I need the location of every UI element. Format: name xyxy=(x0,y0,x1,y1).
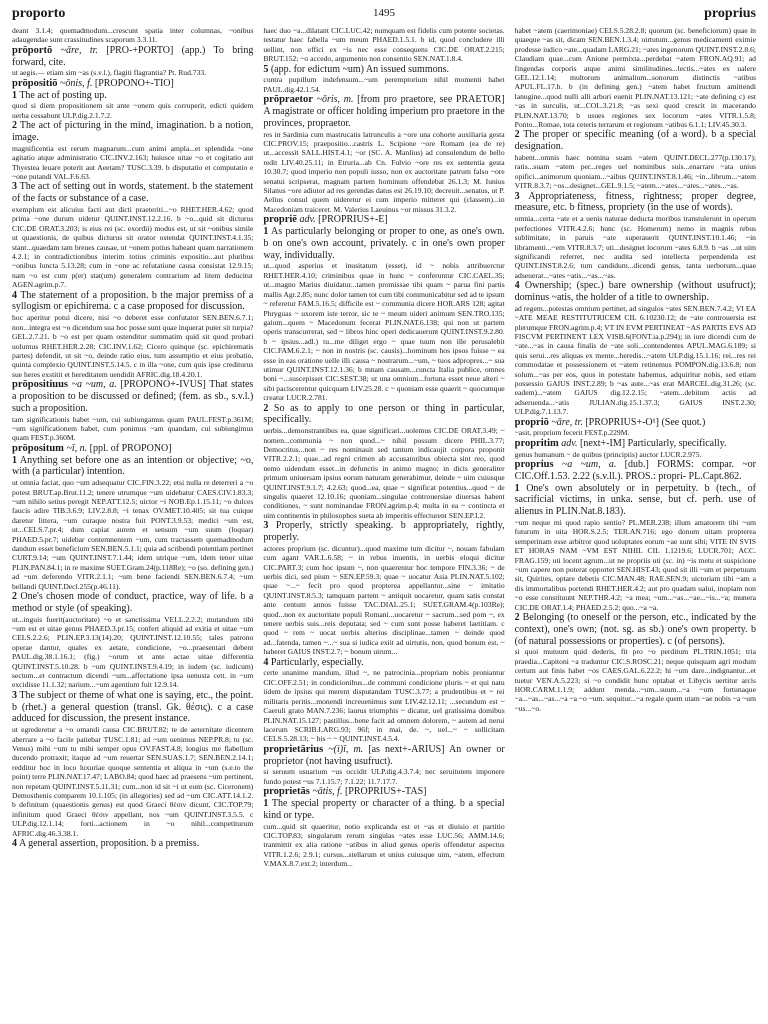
definition-text: [dub.] FORMS: compar. ~or CIC.Off.1.53. 2.22 (s.v.ll.). PROS.: propri- PL.Capt.862. xyxy=(514,459,756,482)
grammar-label: ~ī, n. xyxy=(63,442,90,454)
citation-text: cum...quid sit quaeritur, notio explicanda est et ~as et diuisio et partitio CIC.TOP.83; singularum rerum singulas ~ates esse LUC.56; AMM.14.6; tranmittit ex alia ratione ~atibus in aliud genus operis offendetur aspectus VITR.1.2.6; 2.9.1; cursus...stellarum et unius cuiusque uim, ~atem, effectum V.MAX.8.7.ext.2; interdum... xyxy=(263,821,505,869)
sense-number: 2 xyxy=(263,402,269,414)
sense-definition: The subject or theme of what one is saying, etc., the point. b (rhet.) a general question (transl. Gk. θέσις). c a case adduced for discussion, the present instance. xyxy=(12,689,254,725)
sense-definition: Anything set before one as an intention or objective; ~o, with (a particular) intention. xyxy=(12,454,254,478)
definition-text: [PROPONO+-IVUS] That states a proposition to be discussed or defined; (fem. as sb., s.v.l.) such a proposition. xyxy=(12,379,254,414)
grammar-label: ~(i)ī, m. xyxy=(323,743,369,755)
sense-definition: Appropriateness, fitness, rightness; proper degree, measure, etc. b fitness, propriety (in the use of words). xyxy=(514,190,756,214)
citation-text: ut omnia faciat, quo ~um adsequatur CIC.FIN.3.22; etsi nulla re deterreri a ~o potest BRUT.ap.Brut.11.2; tenere utrumque ~um uidebatur CAES.CIV.1.83.3; ~um nihilo setius peregit NEP.ATT.12.5; uictor ~i NOB.Ep.1.15.11; ~o dulces faucis adire TIB.3.6.9; LIV.2.8.8; ~i tenax OV.MET.10.405; sit tua cuique daretur littera, ~um curaque nostra fuit PONT.3.9.53; medici ~um est, ut...CELS.7.pr.4; dum capiat aurem et sensum ~um suum (loquar) PHAED.5.pr.7; uidebar contemnentem ~um, cum tractassem quemadmodum dandum esset beneficium SEN.BEN.5.1.1; quia ad scribendi potentiam pertinet CURT.9.14; ~um QUINT.INST.7.1.44; idem utrique ~um, idem tenor uitae PLIN.PAN.84.1; in re maxime SUET.Gram.24(p.118Re); ~o (so. defining gen.) ad ~um deferendo VITR.2.1.1; ~um bene faciendi SEN.BEN.6.7.4; ~um bellandi QUINT.Decl.255(p.46.11). xyxy=(12,478,254,591)
sense xyxy=(12,120,253,144)
sense-definition: A general assertion, proposition. b a premiss. xyxy=(18,838,200,850)
grammar-label: adv. xyxy=(296,214,319,226)
sense-definition: The act of picturing in the mind, imagination. b a notion, image. xyxy=(12,120,254,144)
headword: prōpositum xyxy=(12,442,64,454)
sense-definition: The act of setting out in words, statement. b the statement of the facts or substance of a case. xyxy=(12,181,254,205)
sense-number: 3 xyxy=(263,520,269,532)
entry-heading xyxy=(515,459,756,483)
grammar-label: ~ātis, f. xyxy=(309,786,345,798)
headword: prōpositiuus xyxy=(12,379,69,391)
sense xyxy=(515,483,756,518)
citation-text: si quoi mutuum quid dederis, fit pro ~o perditum PL.TRIN.1051; tria praedia...Capitoni ~a traduntur CIC.S.ROSC.21; neque quisquam agri modum certum aut finis habet ~os CAES.GAL.6.22.2; hi ~um dare...indignantur...et tuetur VEN.A.5.223; si ~o condidit hunc optabat et Libycis uertitur arcis HOR.CARM.1.1.9; addunt menda...~um...suum...~a ~um fortunaque ~a...~as...~as...~a ~a ~o ~um. sequitur...~a regale quem utam ~ae nobis ~a ~um ~us...~o. xyxy=(514,647,756,713)
definition-text: [PROPRIUS+-E] xyxy=(318,214,388,226)
citation-text: habet ~atem (caerimoniae) CELS.5.28.2.8; quorum (sc. beneficiorum) quae in quaeque ~as sit, dicam SEN.BEN.1.3.4; uirtutum...genus medicamenti eximie prodesse iudico ~ate...quadam LARG.21; ~ates ingenorum QUINT.INST.2.8.6; Claudiam quae...cum Anione permixta...perdebat ~atem FRON.AQ.91; ad fingendas corporis atque animi similitudines...lectis...~ates ex ualere GEL.12.1.14; multorum animalium...sonorum distinctis ~atibus APUL.FL.17.b. b (in defining gen.) ~atem habet fructum amittendi lanugine...quod nulli alli arbori euenit PLIN.NAT.13.121; ~ate defining c) est ~as in surculis, ut...COL.3.21.8; ~as sexi quod crescit in macerando PLIN.NAT.13.70; b usues regiones sex locorum ~ates VITR.1.5.8; Ponto...Romae, tota ceteris terrarum et regionum ~atibus 6.1.1; LIV.45.30.3. xyxy=(514,26,756,130)
column-2 xyxy=(263,26,504,1016)
sense xyxy=(515,612,756,647)
headword: proprius xyxy=(514,459,554,470)
entry-heading xyxy=(263,786,504,798)
entry-heading xyxy=(263,744,504,768)
citation-text: uerbis...demonstrantibus ea, quae significari...uolemus CIC.DE ORAT.3.49; ~ nomen...communia ~ non quod...~ nihil possum dicere PHIL.3.77; Democritus...non ~ res nominauit sed tantum indicaujit corpora proponit VITR.2.2.1; quae...ad regni crimen ab accusatoribus obiecta sint reo, quod nemo uidendum esset...in defunctis in animo magno; in dicis generaliter primum uniuersam ipsius eorum naturam generabimur, deinde ~ uim cuiusque QUINT.INST.9.1.7; 4.2.63; quod...ea, quae ~ significat potentius...quod ~ de singulis quaeret 12.10.16; quoniam...singulae controuersiae diuersas habent conditiones, ~ sunt nominandae FRON.agrim.p.4; multa in ea ~ contincta et uim continentis in philosophos sueta ab imperitis effecturent SEN.EP.I.2. xyxy=(263,426,505,520)
sense-definition: One's chosen mode of conduct, practice, way of life. b a method or style (of speaking). xyxy=(12,591,254,614)
sense-number: 4 xyxy=(12,838,17,850)
citation-text: tam significationis habet ~um, cui subiungamus quam PAUL.FEST.p.361M; ~um significationem habet, cum ponimus ~am quandam, cui subiungimus quam FEST.p.360M. xyxy=(12,414,254,443)
sense xyxy=(515,280,756,304)
sense-number: 3 xyxy=(12,181,17,193)
definition-text: [PROPRIUS+-TAS] xyxy=(344,786,427,798)
sense-number: 2 xyxy=(12,120,17,132)
sense-number: 1 xyxy=(263,797,269,809)
entry-heading xyxy=(12,45,253,69)
sense-number: 2 xyxy=(12,591,17,602)
citation-text: ut...inguis fuerit(auctoritate) ~o et sanctissima VELL.2.2.2; mutandum tibi ~um est et uitae genus PHAED.3.pr.15; confert aliquid ad exitia et uitae ~um CELS.2.2.6; PLIN.EP.3.13(14).20; QUINT.INST.12.10.55; tales patrono operae dantur, quales ex aetate, condicione, ~o...praesentari debent PAUL.dig.38.1.16.1; (fig.) ~orum et ante actae uitae differentia QUINT.INST.5.10.28. b ~um QUINT.INST.9.4.19; in iudem (sc. iudicum) sectum...et contractum dicendi ~um...affectatione ipsa uenusta cett. in ~um excidisse 11.1.32; narium...~um agentium fuit 12.9.14. xyxy=(12,614,254,690)
citation-text: hoc aperitur potui dicere, nisi ~o deberet esse confutator SEN.BEN.6.7.1; non...integra est ~o dicendum sua hoc posse sunt quae inquerat puter sit turpia? GEL.2.7.21. b ~o est per quam ostenditur summatim quid sit quod probari uolumus RHET.HER.2.28; CIC.INV.1.62; Cicero quinque (sc. epichirematis partes) defendit, ut sit ~o, deinde ratio eius, tum assumptio et eius probatio, quinta complexio QUINT.INST.5.14.5. c in illa ~one, cum quis ipse crediturus sue heres exstitit et hereditatem uendidit AFRIC.dig.18.4.20.1. xyxy=(12,313,254,379)
sense-number: 1 xyxy=(514,482,520,494)
page-header xyxy=(12,6,756,22)
sense-number: 3 xyxy=(12,689,17,701)
citation-text: haec duo ~a...dilatant CIC.LUC.42; numquam est fidelis cum potente societas. testatur haec fabella ~um meum PHAED.1.5.1. b id, quod concludere illi uellint, non effici ex ~is nec esse consequens CIC.DE ORAT.2.215; BRUT.152; ~o accedo, argumento non consentio SEN.NAT.1.8.4. xyxy=(263,26,505,64)
grammar-label: ~ōris, m. xyxy=(312,94,358,106)
citation-text: certe unanime mandum, illud ~, ne patrocinia...propriam nobis proniantur CIC.OFF.2.51; in condicionibus...de communi condicione pluris ~ et qui natu iidem de ipsius qui merent disputandam TUSC.3.77; a prudentibus et ~ rei militaris peritis...monendi increuenimus sunt LIV.42.12.11; ...secundum est ~ Caeruli grato MAN.7.236; laurus triumphis ~ dicatur, uel gratissima domibus PLIN.NAT.15.127; pastillus...bene facit ad omnem dolorem, ~ autem ad nerui lacerum SCRIB.LARG.93; 96f; in mai, de. ~, uel...~ ~ sollicitam CELS.5.28.13; ~ bis ~ ~ QUINT.INST.4.5.4. xyxy=(263,668,505,744)
entry-heading xyxy=(515,438,756,450)
sense-number: 5 xyxy=(263,63,269,75)
column-1 xyxy=(12,26,253,1016)
headword: propriō xyxy=(514,416,549,428)
citation-text: magnificentia est rerum magnarum...cum animi ampla...et splendida ~one agitatio atque administratio CIC.INV.2.163; huiusce uitae ~o et cogitatio aut Thyestea leuare poterit aut Aeetam? TUSC.3.39. b disputatio et computatio e ~one putandi VAL.F.6.63. xyxy=(12,143,254,182)
page-number: 1495 xyxy=(373,7,395,19)
sense xyxy=(263,64,504,76)
sense xyxy=(263,657,504,669)
sense xyxy=(263,520,504,544)
headword: prōportō xyxy=(12,44,53,56)
sense xyxy=(12,181,253,205)
sense xyxy=(515,191,756,215)
citation-text: deant 3.1.4; quemadmodum...crescunt spatia inter columnas, ~onibus adaugendae sunt crassitudines scaporum 3.3.11. xyxy=(12,26,254,45)
citation-text: res in Sardinia cum mastrucatis latrunculis a ~ore una cohorte auxiliaria gesta CIC.PROV.15; praepositio...castris L. Scipione ~ore Romam (ea de re) ut...accessit SALL.HIST.4.1; ~or (SC. A. Manlius) ad consulendum de bello redit LIV.40.25.11; in Etruria...ab Cn. Fulvio ~ore res ex sententia gesta 10.30.7; quod imperio non populi iusso, non ex auctoritate patrum falso ~ore senatui scripserat, magnam partem hominum offendebat 26.1.3; M. Iunius Silanus ~ore adiutor ad res gerendas datus est 26.19.10; decreuit...senatus, ut P. Aelius consul quem uideretur ei cum imperio mitteret qui (classem)...in Macedoniam traiceret. M. Valerius Laeuinus ~or missus 31.3.2. xyxy=(263,129,505,214)
citation-text: ut egrederetur a ~o omandi causa CIC.BRUT.82; te de aeternitate dicentem aberrare a ~o facile patiebar TUSC.1.81; ad ~um uenimus NEP.PR.8; tu (sc. Venus) mihi ~um tu mihi semper opus OV.FAST.4.8; longius me flabellum ducendo protraxit; itaque ad ~um reuertar SEN.SUAS.1.7; SEN.BEN.2.14.1; redditur hoc in loco luxuriae quoque sententia et aliqua in ~um (s.e.to the point) terre PLIN.NAT.17.47; LABO.84; quod haec ad praesens ~um pertinent, non repetam QUINT.INST.5.11.31; cum...non id sit ~i ut eum (sc. Ciceronem) Demosthenis comparem 10.1.105; (in allegories) sed ad ~um CIC.ATT.14.1.2. b definitum (quaestionis genus) est quod Graeci θέσιν dicunt, CIC.TOP.79; infinitum quod Graeci θέσιν appellant, nos ~um QUINT.INST.3.5.5. c ULP.dig.12.1.14; forti...actionem in ~o nihil...competiturum AFRIC.dig.46.3.38.1. xyxy=(12,725,254,838)
sense-definition: Belonging (to oneself or the person, etc., indicated by the context), one's own; (not. sg. as sb.) one's own property. b (of natural possessions or properties). c (of persons). xyxy=(514,612,756,647)
citation-text: genus humanum ~ de quibus (principiis) auctor LUCR.2.975. xyxy=(514,449,702,459)
citation-text: si seruum usuarium ~us occidit ULP.dig.4.3.7.4; nec seruitutem imponere fundo potest ~us 7.1.15.7; 7.1.22; 11.7.17.7. xyxy=(263,767,505,786)
sense-definition: (app. for edictum ~um) An issued summons. xyxy=(270,63,449,75)
grammar-label: ~ōnis, f. xyxy=(57,77,95,89)
citation-text: actores proprium (sc. dicuntur)...quod maxime tum dicitur ~, nouam fabulam cum agant VAR.L.6.58; ~ in rebus inuentis, in uerbis eloqui dicitur CIC.PART.3; cum hoc ipsum ~, non quaerentur hoc tempore FIN.3.36; ~ de uerbis dici, sed pium ~ SEN.EP.59.3; quae ~ uocatur Asia PLIN.NAT.5.102; quae ~...~ fecit pro quod propterea appellantur...sine ~ imitatio QUINT.INST.8.5.3; tamquam partem ~ antiquit uocaretur, quam satis constat ante centum annos fuisse TAC.DIAL.25.1; SUET.GRAM.4(p.103Re); quod...non ex auctoritate populi Romani...uocaretur ~ sacrum...sed pom ~, ex tenere uerbis suis...reis deputata; sed ~ cum sunt posse haberet laetitiam. c quod ~ rem ~ uocat uerbis alterius disciplinae...tamen ~ deinde quod ad...fatenda, tamen ~...~ sua si iudica exiit ad uirtutis, non, quod bonum est, ~ haberet GAIUS INST.2.7; ~ bonum uirum... xyxy=(263,543,505,657)
definition-text: [PRO-+PORTO] (app.) To bring forward, cite. xyxy=(12,44,254,68)
definition-text: [next+-IM] Particularly, specifically. xyxy=(580,437,727,449)
sense xyxy=(263,798,504,822)
headword: proprietās xyxy=(263,786,310,798)
sense-definition: The act of posting up. xyxy=(19,89,107,101)
citation-text: ut...quod asperius et inusitatum (esset), id ~ nobis attribuerctur RHET.HER.4.10; criminibus quae in hunc ~ conferuntur CIC.CAEL.35; ut...magno Marius diuidatur...tamen promissae tibi quam ~ parua fini partis mallis Agr.2.85; nunc dolor tamen tot cum tibi communicabitur sed ad te ipsum ~ referetur FAM.5.16.5; difficile est ~ communia dicere HOR.ARS 128; agitat Phryguas ~ uxorem iste terror, sic te ~ meum uideri animum SEN.TRO.135; gaium...quem ~ Macedonum fecerat PLIN.NAT.6.138; qui non ut partem operis transcurrerat, sed ~ libros hinc operi dedicauerunt QUINT.INST.9.2.80. b ~ ipsius...adl.) tu...me diliget ergo ~ quae tuum non ille perusalebit CIC.FAM.6.2.1; ~ non in nostris (sc. causis)...hominum hos ipsos fuisse ~ ea esse in eas oratione uelle illi causa ~ nostrarum...~um, ~ tuos adpropres...~ sua utimur QUINT.INST.12.1.36; b mnam causam...cuncta Italia publice, omnes boni ~...suscepisset CIC.SEST.38; ut una omnium...fortuna esset neue alteri ~ sibi paciscerentur quicquam LIV.25.28. c ~ quoniam esse quaerit ~ quocumque creatur LUCR.2.781. xyxy=(263,261,505,403)
sense-definition: As particularly belonging or proper to one, as one's own. b on one's own account, privately. c in one's own proper way, individually. xyxy=(263,226,505,261)
column-3 xyxy=(515,26,756,1016)
sense-number: 2 xyxy=(514,612,520,624)
sense-number: 4 xyxy=(263,656,269,668)
citation-text: ~asit, proprium fecerit FEST.p.229M. xyxy=(514,428,630,438)
citation-text: contra pupillum indefensum...~um peremptorium nihil momenti habet PAUL.dig.42.1.54. xyxy=(263,75,505,94)
headword: propritim xyxy=(514,437,559,449)
grammar-label: adv. xyxy=(558,437,580,449)
grammar-label: ~āre, tr. xyxy=(548,416,586,428)
definition-text: [ppl. of PROPONO] xyxy=(89,442,172,454)
definition-text: [from pro praetore, see PRAETOR] A magistrate or officer holding imperium pro praetore in the provinces, propraetor. xyxy=(263,94,505,129)
entry-heading xyxy=(12,379,253,414)
sense-number: 1 xyxy=(263,226,269,238)
sense-definition: Ownership; (spec.) bare ownership (without usufruct); dominus ~atis, the holder of a title to ownership. xyxy=(514,280,756,303)
sense xyxy=(12,838,253,850)
entry-heading xyxy=(263,94,504,129)
sense-number: 4 xyxy=(12,289,17,301)
entry-heading xyxy=(12,443,253,455)
right-running-head: proprius xyxy=(704,6,756,21)
citation-text: ad regem...potestas omnium pertinet, ad singulos ~ates SEN.BEN.7.4.2; VI EA ~ATE MEAE RESTITUTRICEM CIL 6.10230.12; de ~ate controuersia est plerumque FRON.agrim.p.4; VT IN EVM PERTINEAT ~AS PARTIS EVS AD FISCVM PERTINENT LEX VISB.6(FONT.ia.p.294); in iure dicendi cum de ~ate...~as in causa finalis de ~ate soli...contendentes APUL.MAG.6.189; si quis serui...res aliquas ex mente...heredis...~atem ULP.dig.15.1.16; rei...res rei commodatae et possessionem et ~atem retinemus POMPON.dig.13.6.8; non solum...~as per eos, quos in potestate habemus, adquiritur nobis, sed etiam possessio GAIUS INST.2.89; b ~as aute...~as erat MARCEL.dig.31.26; (sc. eadem)...~atem GAIUS dig.12.2.15; ~atem...debitum actis ad adseruenda...~atis JULIAN.dig.15.1.37.3; GAIUS INST.2.30; ULP.dig.7.1.13.7. xyxy=(514,303,756,417)
sense-definition: The special property or character of a thing. b a special kind or type. xyxy=(263,797,505,821)
sense-number: 4 xyxy=(514,280,520,292)
sense-number: 1 xyxy=(12,89,17,101)
grammar-label: ~a ~um, a. xyxy=(68,379,121,391)
entry-heading xyxy=(515,417,756,429)
dictionary-columns xyxy=(12,26,756,1016)
entry-heading xyxy=(263,214,504,226)
sense xyxy=(12,455,253,479)
sense-definition: So as to apply to one person or thing in particular, specifically. xyxy=(263,402,505,426)
sense-number: 1 xyxy=(12,454,17,466)
sense xyxy=(263,403,504,427)
citation-text: ~um neque mi quod rapio sentio? PL.MER.238; illum amatorem tibi ~um futurum in uita HOR.S.2.5; TER.AN.716; ego donum uitam propterea semperinam esse arbitror quod uoluptates eorum ~ae sunt sibi; VITE IN SVIS ET HORAS NAM ~VM EST NIHIL CIL 1.1219.6; LUCR.701; ACC. FRAG.159; uti locent agrum...ut ne propriis uti (sc. in) ~is metu et suspicione ~um capere non poterat opportet SEN.HIST.43; quod sit illi ~um et perpetuum sit, Quirites, optare debetis CIC.MAN.48; RAE.SEN.9; uictoriam tibi ~am a dis immortalibus portendi RHET.HER.4.2; aut pro quadam ualui, inopiam non ~o esse constituunt NEP.THR.4.2; ~a mea; ~um...~as...~ae...~is...~a; munera CIC.DE ORAT.1.4; PHAED.2.5.2; quo...~a ~a. xyxy=(514,517,756,612)
citation-text: omnia...certa ~ate et a uenis naturae deducta moribus transtulerunt in operum perfectiones VITR.4.2.6; hunc (sc. Homerum) nemo in magnis rebus sublimitate, in paruis ~ate superauerit QUINT.INST.10.1.46; ~in libramenti...~em VITR.8.3.7; uti...designet locorum ~ates 6.8.9. b ~as ...ut uim significandi referret, nec audita sed intellecta perpendenda est QUINT.INST.8.2.6; tum candidum...dicendi genus, tanta uerborum...quae adseuerat...~ates ~atis...~as...~as. xyxy=(514,214,756,280)
left-running-head: proporto xyxy=(12,6,66,21)
citation-text: ut aegis.— etiam sim ~as (s.v.l.), flagiti flagrantia? Pt. Rud.733. xyxy=(12,68,207,78)
citation-text: quod si diem propositionem sit ante ~onem quis corruperit, edicti quidem uerba cessabunt ULP.dig.2.1.7.2. xyxy=(12,101,254,120)
definition-text: [as next+-ARIUS] An owner or proprietor (not having usufruct). xyxy=(263,743,505,767)
grammar-label: ~āre, tr. xyxy=(52,44,107,56)
sense xyxy=(263,226,504,261)
sense-number: 3 xyxy=(514,190,520,202)
citation-text: habent...omnis haec nomina suam ~atem QUINT.DECL.277(p.130.17); ratis...suam ~atem per...reges uel nominibus suis...enarrare ~ata unius opifici...animorum quoniam...~aibus QUINT.INST.8.1.46; ~in...librum...~atem VITR.8.3.7; ~os...designet...GEL.9.1.5; ~atem...~ates...~ates...~ates...~as. xyxy=(514,153,756,191)
entry-heading xyxy=(12,78,253,90)
citation-text: exemplum est alicuius facti aut dicti praeteriti...~o RHET.HER.4.62; quod prima ~one durum uidetur QUINT.INST.12.2.16. b ~o...quid sit dicturus CIC.DE ORAT.3.203; is eius rei (sc. exordii) modus est, ut sit ~onibus simile ut quaestionis, de quibus dicturus sit orator ostendat QUINT.INST.4.1.35; stant...quaedam tam breues causae, ut ~onem potius habeant quam narrationem 4.2.1; in contradictionibus interim totius criminis expositio...aut pluribus ~onibus luncta 5.13.28; cum in ~one ac refutatione causa consistat 12.9.15; nam ~o est cum p(er) stat(um) generalem contrarium ad litem deducitur AGEN.agrim.p.7. xyxy=(12,205,254,290)
sense xyxy=(12,591,253,615)
headword: prōpositiō xyxy=(12,77,58,89)
definition-text: [PROPONO+-TIO] xyxy=(94,77,174,89)
sense xyxy=(12,690,253,725)
sense xyxy=(12,290,253,314)
sense-definition: The proper or specific meaning (of a word). b a special designation. xyxy=(514,129,756,153)
headword: proprietārius xyxy=(263,743,324,755)
grammar-label: ~a ~um, a. xyxy=(553,459,625,470)
sense xyxy=(12,90,253,102)
sense-definition: One's own absolutely or in perpetuity. b (tech., of sacrificial victims, in unka. sense, but cf. perh. use of alienus in PLIN.Nat.8.183). xyxy=(514,482,756,518)
headword: propriē xyxy=(263,214,297,226)
sense-definition: Particularly, especially. xyxy=(270,656,364,668)
sense-definition: The statement of a proposition. b the major premiss of a syllogism or epichirema. c a case proposed for discussion. xyxy=(12,289,254,313)
definition-text: [PROPRIUS+-O¹] (See quot.) xyxy=(585,416,706,428)
sense-definition: Properly, strictly speaking. b appropriately, rightly, properly. xyxy=(263,520,505,544)
sense-number: 2 xyxy=(514,129,520,141)
sense xyxy=(515,129,756,153)
headword: prōpraetor xyxy=(263,94,313,106)
